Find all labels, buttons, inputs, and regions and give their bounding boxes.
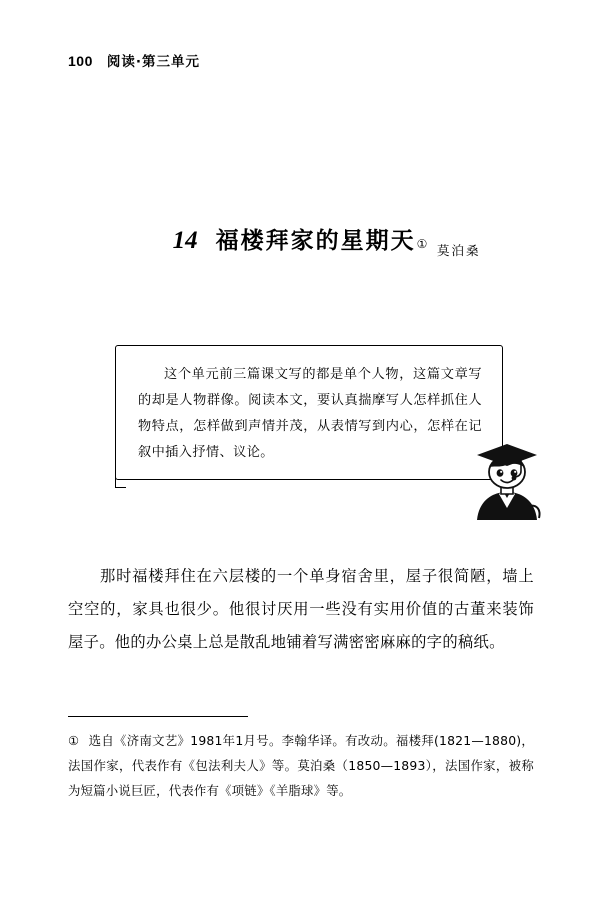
page-title: 福楼拜家的星期天 [215,228,416,254]
footnote-divider [68,716,248,717]
unit-intro-text: 这个单元前三篇课文写的都是单个人物，这篇文章写的却是人物群像。阅读本文，要认真揣摩写人怎样抓住人物特点，怎样做到声情并茂，从表情写到内心，怎样在记叙中插入抒情、议论。 [138,367,482,460]
lesson-title-block [0,222,600,255]
title-footnote-marker: ① [416,237,428,251]
body-paragraph: 那时福楼拜住在六层楼的一个单身宿舍里，屋子很简陋，墙上空空的，家具也很少。他很讨厌用一些没有实用价值的古董来装饰屋子。他的办公桌上总是散乱地铺着写满密密麻麻的字的稿纸。 [68,567,534,651]
footnote-text: 选自《济南文艺》1981年1月号。李翰华译。有改动。福楼拜(1821—1880)，法国作家，代表作有《包法利夫人》等。莫泊桑（1850—1893），法国作家，被称为短篇小说巨匠，代表作有《项链》《羊脂球》等。 [68,733,535,798]
lesson-number: 14 [172,227,198,254]
page-number: 100 [68,53,93,69]
author-name: 莫泊桑 [437,243,481,258]
section-title: 阅读·第三单元 [106,54,200,70]
footnote-marker: ① [68,733,80,748]
graduate-student-mascot-icon [465,440,550,520]
callout-corner-tail [115,477,126,488]
unit-intro-callout [115,345,503,480]
page-header [68,50,200,70]
lesson-title-row [173,222,428,255]
footnote [68,728,534,803]
